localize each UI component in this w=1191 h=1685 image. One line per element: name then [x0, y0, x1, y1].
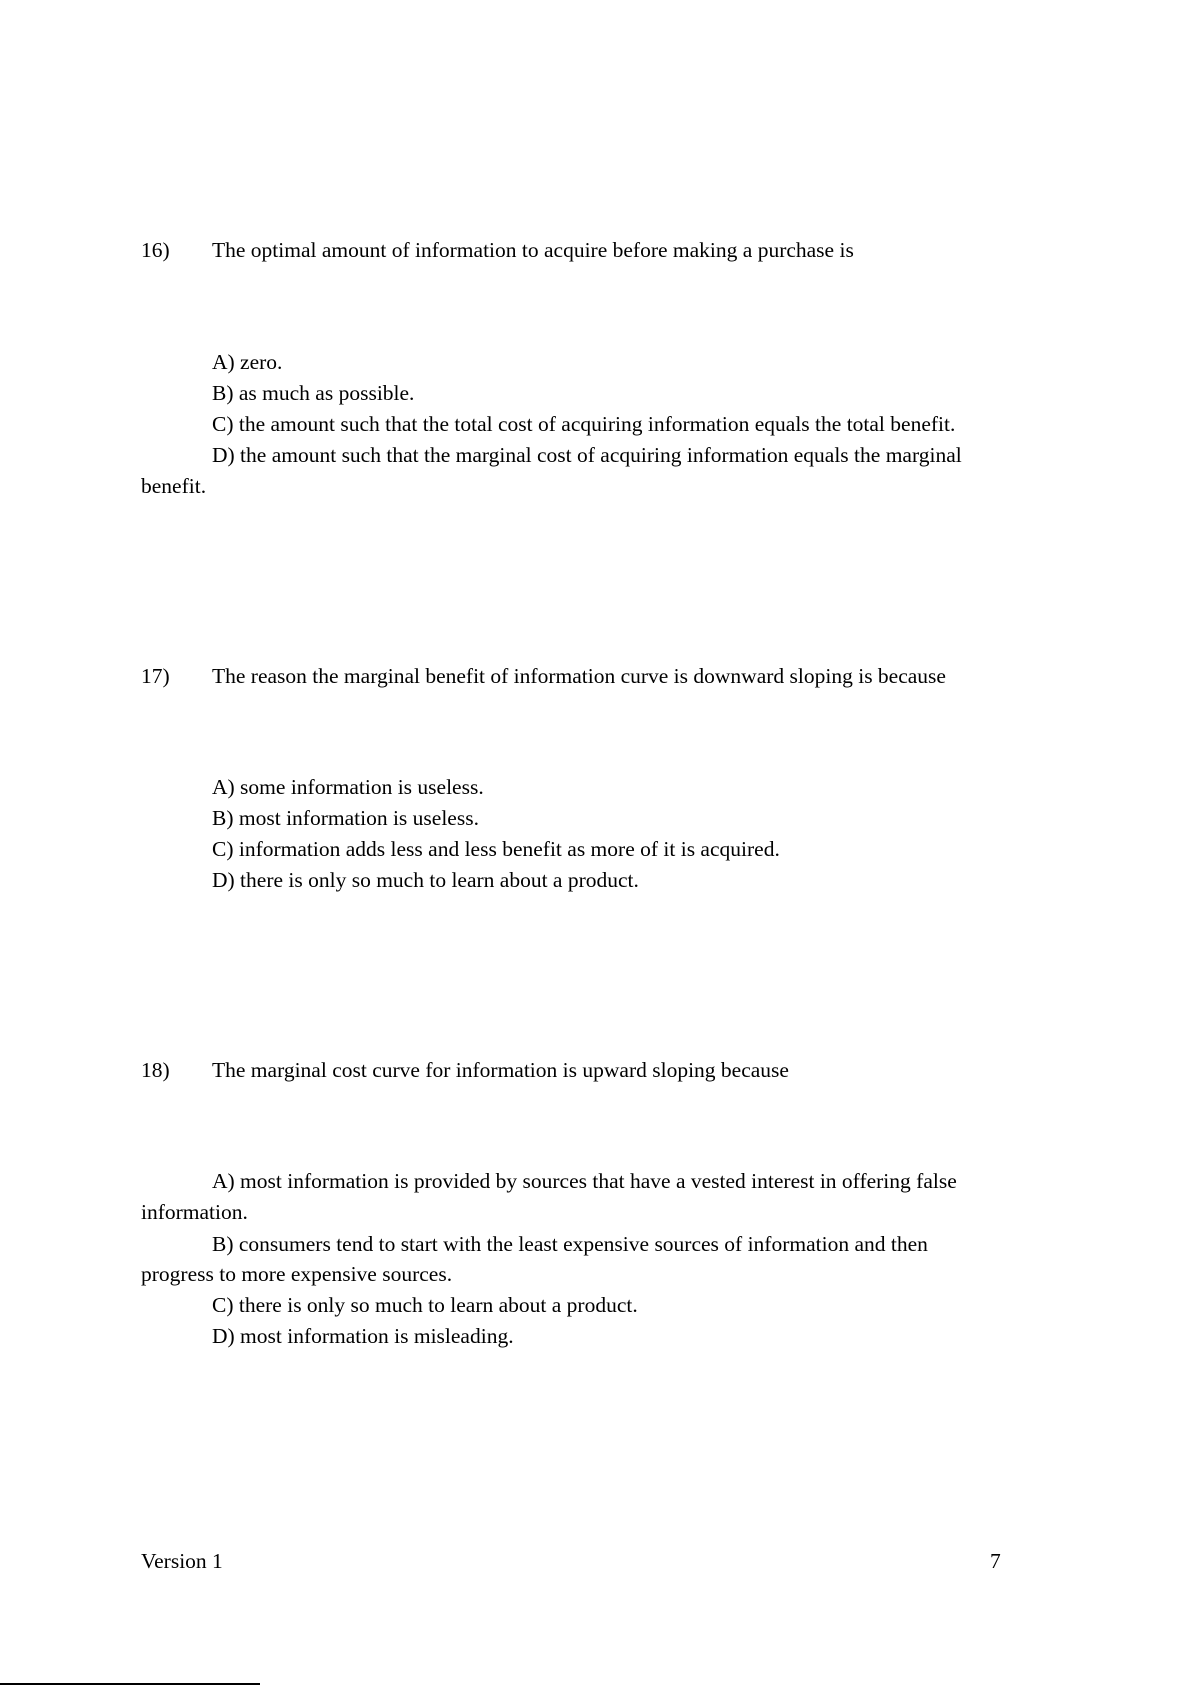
option-a: A) zero. [212, 350, 283, 374]
option-d: D) the amount such that the marginal cost of acquiring information equals the marginal [212, 443, 962, 467]
question-stem: The reason the marginal benefit of information curve is downward sloping is because [212, 664, 946, 688]
option-c: C) information adds less and less benefit as more of it is acquired. [212, 837, 780, 861]
option-b: B) most information is useless. [212, 806, 479, 830]
option-c: C) there is only so much to learn about a product. [212, 1293, 638, 1317]
question-number: 18) [141, 1058, 170, 1082]
question-number: 16) [141, 238, 170, 262]
option-d: D) there is only so much to learn about a product. [212, 868, 639, 892]
option-d-continued: benefit. [141, 474, 207, 498]
option-a-continued: information. [141, 1200, 248, 1224]
option-b: B) consumers tend to start with the least expensive sources of information and then [212, 1232, 928, 1256]
option-a: A) some information is useless. [212, 775, 484, 799]
question-stem: The optimal amount of information to acquire before making a purchase is [212, 238, 854, 262]
option-b: B) as much as possible. [212, 381, 415, 405]
option-c: C) the amount such that the total cost of acquiring information equals the total benefit. [212, 412, 956, 436]
footer-version: Version 1 [141, 1549, 223, 1573]
footer-page-number: 7 [990, 1549, 1001, 1573]
option-d: D) most information is misleading. [212, 1324, 514, 1348]
question-stem: The marginal cost curve for information is upward sloping because [212, 1058, 789, 1082]
option-a: A) most information is provided by sources that have a vested interest in offering false [212, 1169, 957, 1193]
option-b-continued: progress to more expensive sources. [141, 1262, 453, 1286]
question-number: 17) [141, 664, 170, 688]
